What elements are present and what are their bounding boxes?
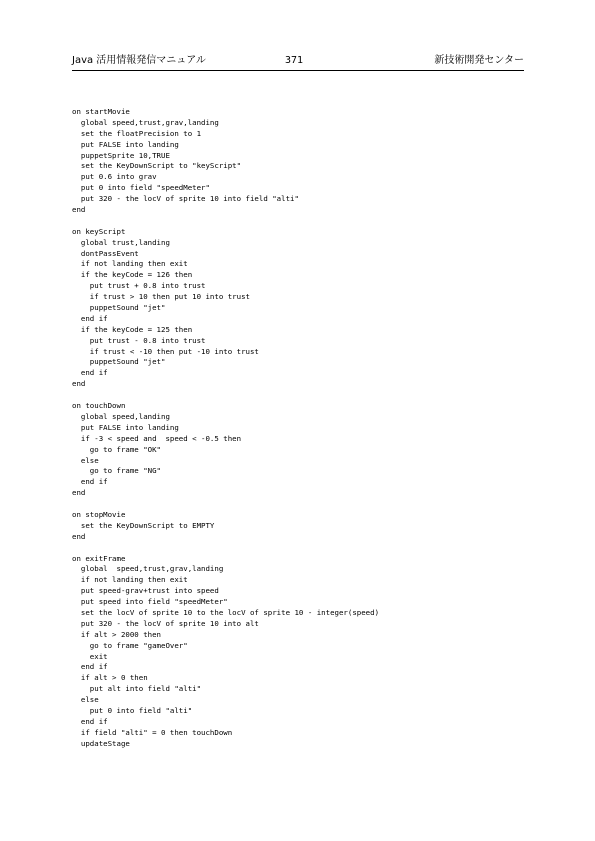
code-line: if not landing then exit [72,575,188,585]
code-line: puppetSprite 10,TRUE [72,150,170,160]
code-listing [72,107,524,750]
code-line: end if [72,716,108,726]
code-line: puppetSound "jet" [72,357,166,367]
code-line: put 0 into field "alti" [72,705,193,715]
code-line: end if [72,313,108,323]
code-line: on stopMovie [72,509,126,519]
code-line: on touchDown [72,401,126,411]
code-line: set the KeyDownScript to "keyScript" [72,161,242,171]
code-line: put speed-grav+trust into speed [72,586,219,596]
code-line: if trust < -10 then put -10 into trust [72,346,259,356]
code-line: end if [72,368,108,378]
code-line: go to frame "gameOver" [72,640,188,650]
code-line [72,499,524,510]
code-line: end [72,531,86,541]
code-line [72,216,524,227]
code-line: if alt > 2000 then [72,629,161,639]
code-line: go to frame "NG" [72,466,161,476]
code-line: if the keyCode = 126 then [72,270,193,280]
code-line: set the KeyDownScript to EMPTY [72,520,215,530]
code-line: put 320 - the locV of sprite 10 into field "alti" [72,194,299,204]
code-line: on startMovie [72,107,130,116]
code-line: else [72,455,99,465]
code-line: dontPassEvent [72,248,139,258]
code-line [72,390,524,401]
code-line: if trust > 10 then put 10 into trust [72,292,250,302]
code-line: if the keyCode = 125 then [72,324,193,334]
code-line: end if [72,662,108,672]
header-title: Java 活用情報発信マニュアル [72,55,206,66]
code-line: put FALSE into landing [72,422,179,432]
code-line: put trust - 0.8 into trust [72,335,206,345]
code-line: global trust,landing [72,237,170,247]
code-line: global speed,landing [72,411,170,421]
code-line: go to frame "OK" [72,444,161,454]
code-line [72,543,524,554]
code-line: on exitFrame [72,553,126,563]
code-line: if not landing then exit [72,259,188,269]
code-line: global speed,trust,grav,landing [72,564,224,574]
page-number: 371 [285,55,304,66]
code-line: put 0 into field "speedMeter" [72,183,210,193]
code-line: updateStage [72,738,130,748]
code-line: exit [72,651,108,661]
page-header [72,54,524,71]
code-line: set the locV of sprite 10 to the locV of sprite 10 - integer(speed) [72,607,380,617]
code-line: puppetSound "jet" [72,303,166,313]
code-line: on keyScript [72,226,126,236]
code-line: if field "alti" = 0 then touchDown [72,727,233,737]
code-line: global speed,trust,grav,landing [72,117,219,127]
code-line: put 0.6 into grav [72,172,157,182]
code-line: put trust + 0.8 into trust [72,281,206,291]
code-line: else [72,695,99,705]
code-line: end [72,205,86,215]
code-line: put alt into field "alti" [72,684,202,694]
code-line: set the floatPrecision to 1 [72,128,202,138]
code-line: put FALSE into landing [72,139,179,149]
code-line: if -3 < speed and speed < -0.5 then [72,433,242,443]
code-line: end [72,379,86,389]
code-line: put 320 - the locV of sprite 10 into alt [72,618,259,628]
header-organization: 新技術開発センター [434,55,524,66]
code-line: put speed into field "speedMeter" [72,597,228,607]
code-line: end if [72,477,108,487]
code-line: if alt > 0 then [72,673,148,683]
code-line: end [72,488,86,498]
